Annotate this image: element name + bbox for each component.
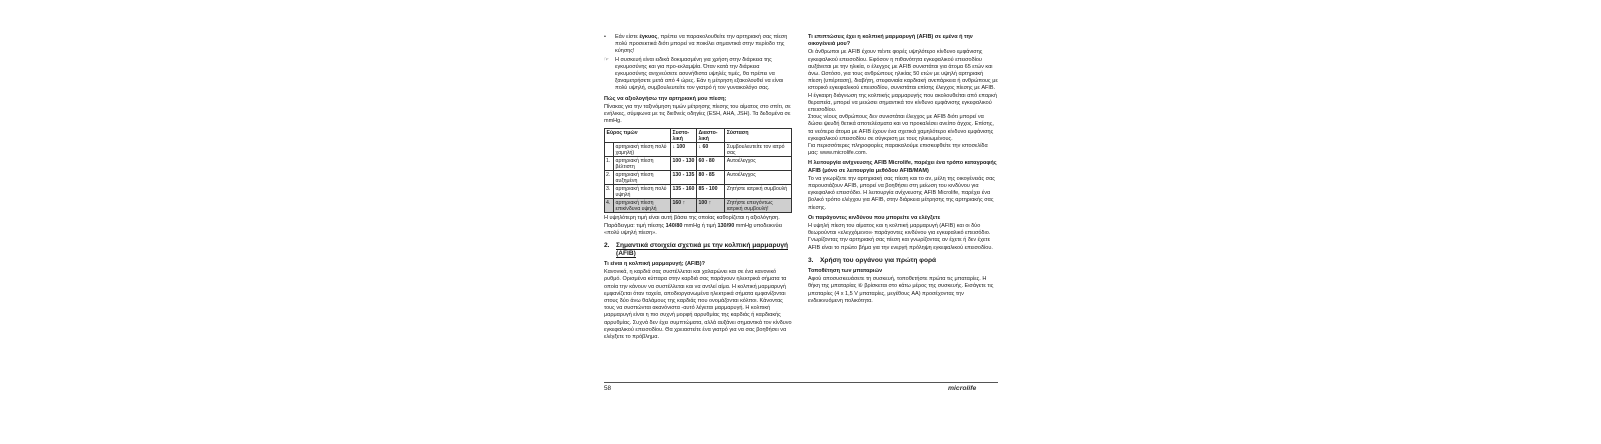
brand-logo: microlife	[948, 385, 977, 392]
row-recommendation: Συμβουλευτείτε τον ιατρό σας	[725, 143, 792, 157]
classification-table	[604, 128, 792, 213]
pregnancy-text-post: , πρέπει να παρακολουθείτε την αρτηριακή σας πίεση πολύ προσεκτικά διότι μπορεί να ποικίλει σημαντικά στην περίοδο της κύησης!	[615, 34, 788, 55]
table-header-row	[605, 129, 792, 143]
after-table-text	[604, 215, 792, 237]
battery-heading: Τοποθέτηση των μπαταριών	[808, 267, 883, 274]
row-index: 4.	[605, 199, 614, 213]
battery-text: Αφού αποσυσκευάσετε τη συσκευή, τοποθετήστε πρώτα τις μπαταρίες. Η θήκη της μπαταρίας ⑥ βρίσκεται στο κάτω μέρος της συσκευής. Εισάγετε τις μπαταρίες (4 x 1,5 V μπαταρίες, μεγέθους AA) προσέχοντας την ενδεικνυόμενη πολικότητα.	[808, 276, 994, 304]
row-systolic: 100 - 130	[670, 157, 696, 171]
after-table-mid: mmHg ή τιμή	[682, 222, 718, 229]
right-column	[808, 34, 998, 307]
detection-text: Το να γνωρίζετε την αρτηριακή σας πίεση και το αν, μέλη της οικογένειάς σας παρουσιάζουν AFIB, μπορεί να βοηθήσει στη μείωση του κινδύνου για εγκεφαλικό επεισόδιο. Η λειτουργία ανίχνευσης AFIB Microlife, παρέχει ένα βολικό τρόπο ελέγχου για AFIB, στην διάρκεια μέτρησης της αρτηριακής σας πίεσης.	[808, 175, 995, 211]
row-index: 1.	[605, 157, 614, 171]
row-diastolic: 60 - 80	[697, 157, 725, 171]
afib-heading: Τι είναι η κολπική μαρμαρυγή; (AFIB)?	[604, 261, 705, 268]
row-systolic: 135 - 160	[670, 185, 696, 199]
table-row	[605, 143, 792, 157]
evaluate-heading: Πώς να αξιολογήσω την αρτηριακή μου πίεση;	[604, 95, 727, 102]
row-range: αρτηριακή πίεση αυξημένη	[614, 171, 671, 185]
row-recommendation: Αυτοέλεγχος	[725, 171, 792, 185]
header-recommendation: Σύσταση	[725, 129, 792, 143]
row-diastolic: ↓ 60	[697, 143, 725, 157]
header-systolic: Συστο-λική	[670, 129, 696, 143]
page-number: 58	[604, 385, 612, 392]
pregnancy-text-pre: Εάν είστε	[615, 34, 640, 40]
pregnancy-bold: έγκυος	[639, 34, 658, 40]
bullet-icon: •	[604, 34, 606, 40]
note-bullet	[604, 57, 792, 93]
section-number: 3.	[808, 256, 814, 264]
afib-text: Κανονικά, η καρδιά σας συστέλλεται και χαλαρώνει και σε ένα κανονικό ρυθμό. Ορισμένα κύτταρα στην καρδιά σας παράγουν ηλεκτρικά σήματα τα οποία την κάνουν να συστέλλεται και να αντλεί αίμα. Η κολπική μαρμαρυγή εμφανίζεται όταν ταχεία, αποδιοργανωμένα ηλεκτρικά σήματα εμφανίζονται στους δύο άνω θαλάμους της καρδιάς που ονομάζονται κόλποι. Κάνοντας τους να συσπώνται ακανόνιστα -αυτό λέγεται μαρμαρυγή. Η κολπική μαρμαρυγή είναι η πιο συχνή μορφή αρρυθμίας της καρδιάς ή καρδιακής αρρυθμίας. Συχνά δεν έχει συμπτώματα, αλλά αυξάνει σημαντικά τον κίνδυνο εγκεφαλικού επεισοδίου. Θα χρειαστείτε ένα γιατρό για να σας βοηθήσει να ελέγξετε το πρόβλημα.	[604, 269, 792, 341]
table-row	[605, 157, 792, 171]
row-diastolic: 80 - 85	[697, 171, 725, 185]
pregnancy-bullet	[604, 34, 792, 56]
row-recommendation: Ζητήστε επειγόντως ιατρική συμβουλή!	[725, 199, 792, 213]
risk-heading: Οι παράγοντες κινδύνου που μπορείτε να ελέγξετε	[808, 214, 941, 221]
family-text: Οι άνθρωποι με AFIB έχουν πέντε φορές υψηλότερο κίνδυνο εμφάνισης εγκεφαλικού επεισοδίου. Εφόσον η πιθανότητα εγκεφαλικού επεισοδίου αυξάνεται με την ηλικία, ο έλεγχος με AFIB συνιστάται για άτομα 65 ετών και άνω. Ωστόσο, για τους ανθρώπους ηλικίας 50 ετών με υψηλή αρτηριακή πίεση (υπέρταση), διαβήτη, στεφανιαία καρδιακή ανεπάρκεια ή ανθρώπους με ιστορικό εγκεφαλικού επεισοδίου, συνιστάται επίσης έλεγχος πίεσης με AFIB. Η έγκαιρη διάγνωση της κολπικής μαρμαρυγής που ακολουθείται από επαρκή θεραπεία, μπορεί να μειώσει σημαντικά τον κίνδυνο εμφάνισης εγκεφαλικού επεισοδίου.	[808, 49, 998, 114]
after-table-post: mmHg υποδεικνύει «πολύ υψηλή πίεση».	[604, 222, 783, 236]
row-index: 2.	[605, 171, 614, 185]
row-systolic: 130 - 135	[670, 171, 696, 185]
footer-divider	[604, 382, 998, 383]
row-range: αρτηριακή πίεση επικίνδυνα υψηλή	[614, 199, 671, 213]
section-number: 2.	[604, 242, 610, 250]
section-2-heading	[604, 242, 792, 258]
note-text: Η συσκευή είναι ειδικά δοκιμασμένη για χρήση στην διάρκεια της εγκυμοσύνης και για προ-εκλαμψία. Όταν κατά την διάρκεια εγκυμοσύνης ανιχνεύσετε ασυνήθιστα υψηλές τιμές, θα πρέπει να ξαναμετρήσετε μετά από 4 ώρες. Εάν η μέτρηση εξακολουθεί να είναι πολύ υψηλή, συμβουλευτείτε τον γιατρό ή τον γυναικολόγο σας.	[615, 56, 784, 92]
row-range: αρτηριακή πίεση πολύ υψηλή	[614, 185, 671, 199]
row-index	[605, 143, 614, 157]
row-index: 3.	[605, 185, 614, 199]
row-systolic: ↓ 100	[670, 143, 696, 157]
risk-text: Η υψηλή πίεση του αίματος και η κολπική μαρμαρυγή (AFIB) και οι δύο θεωρούνται «ελεγχόμενοι» παράγοντες κινδύνου για εγκεφαλικό επεισόδιο. Γνωρίζοντας την αρτηριακή σας πίεση και γνωρίζοντας αν έχετε ή δεν έχετε AFIB είναι το πρώτο βήμα για την ενεργή πρόληψη εγκεφαλικού επεισοδίου.	[808, 223, 993, 251]
family-heading: Τι επιπτώσεις έχει η κολπική μαρμαρυγή (AFIB) σε εμένα ή την οικογένειά μου?	[808, 34, 973, 48]
left-column	[604, 34, 792, 343]
detection-heading: Η λειτουργία ανίχνευσης AFIB Microlife, παρέχει ένα τρόπο καταγραφής AFIB (μόνο σε λειτουργία μεθόδου AFIB/MAM)	[808, 160, 997, 174]
row-diastolic: 85 - 100	[697, 185, 725, 199]
table-row	[605, 199, 792, 213]
row-systolic: 160 ↑	[670, 199, 696, 213]
section-3-heading	[808, 257, 998, 265]
pointing-hand-icon: ☞	[604, 56, 609, 63]
row-range: αρτηριακή πίεση πολύ χαμηλή)	[614, 143, 671, 157]
row-diastolic: 100 ↑	[697, 199, 725, 213]
young-text: Στους νέους ανθρώπους δεν συνιστάται έλεγχος με AFIB διότι μπορεί να δώσει ψευδή θετικά αποτελέσματα και να προκαλέσει ανείπο άγχος. Επίσης, τα νεότερα άτομα με AFIB έχουν ένα σχετικά χαμηλότερο κίνδυνο εμφάνισης εγκεφαλικού επεισοδίου σε σύγκριση με τους ηλικιωμένους.	[808, 114, 994, 142]
row-recommendation: Αυτοέλεγχος	[725, 157, 792, 171]
table-row	[605, 185, 792, 199]
row-recommendation: Ζητήστε ιατρική συμβουλή	[725, 185, 792, 199]
section-title: Χρήση του οργάνου για πρώτη φορά	[820, 256, 937, 264]
after-table-pre: Η υψηλότερη τιμή είναι αυτή βάσει της οποίας καθορίζεται η αξιολόγηση. Παράδειγμα: τιμή πίεσης	[604, 215, 780, 229]
example-value-1: 140/80	[665, 222, 683, 229]
example-value-2: 130/90	[717, 222, 735, 229]
header-range: Εύρος τιμών	[605, 129, 671, 143]
header-diastolic: Διαστο-λική	[697, 129, 725, 143]
more-info-text: Για περισσότερες πληροφορίες παρακαλούμε επισκεφθείτε την ιστοσελίδα μας: www.microlife.com.	[808, 143, 988, 157]
table-row	[605, 171, 792, 185]
row-range: αρτηριακή πίεση βέλτιστη	[614, 157, 671, 171]
evaluate-text: Πίνακας για την ταξινόμηση τιμών μέτρησης πίεσης του αίματος στο σπίτι, σε ενήλικες, σύμφωνα με τις διεθνείς οδηγίες (ESH, AHA, JSH). Τα δεδομένα σε mmHg.	[604, 103, 791, 125]
section-title: Σημαντικά στοιχεία σχετικά με την κολπική μαρμαρυγή (AFIB)	[616, 242, 789, 258]
